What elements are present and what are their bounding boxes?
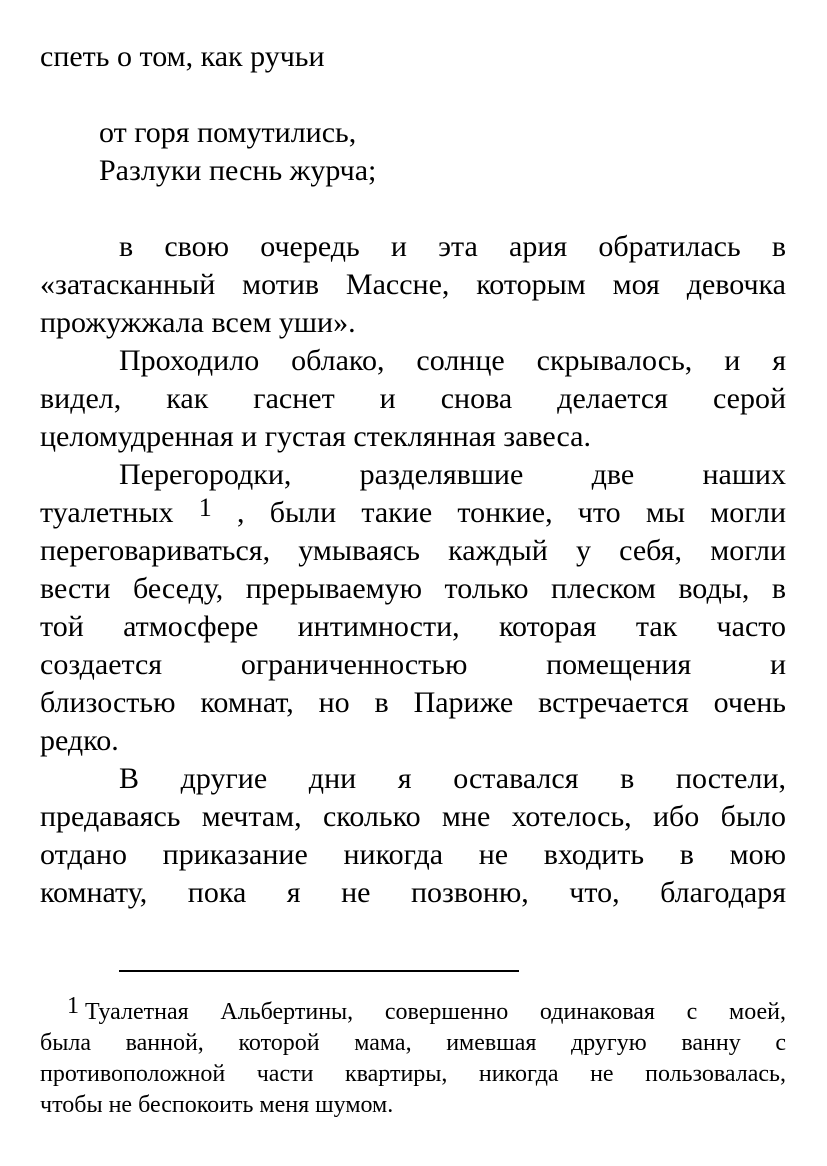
blank-line xyxy=(40,190,786,228)
text-line: создается ограниченностью помещения и xyxy=(40,648,786,681)
text-segment: туалетных xyxy=(40,496,174,529)
text-line: близостью комнат, но в Париже встречается очень xyxy=(40,686,786,719)
text-line: видел, как гаснет и снова делается серой xyxy=(40,382,786,415)
paragraph xyxy=(40,228,786,342)
text-line: переговариваться, умываясь каждый у себя, могли xyxy=(40,534,786,567)
paragraph xyxy=(40,760,786,912)
text-line: Проходило облако, солнце скрывалось, и я xyxy=(119,344,786,377)
footnote-reference[interactable]: 1 xyxy=(198,493,212,522)
text-line: предаваясь мечтам, сколько мне хотелось, ибо было xyxy=(40,800,786,833)
text-line: прожужжала всем уши». xyxy=(40,306,356,339)
text-line: вести беседу, прерываемую только плеском воды, в xyxy=(40,572,786,605)
text-line: Перегородки, разделявшие две наших xyxy=(119,458,786,491)
text-line: той атмосфере интимности, которая так часто xyxy=(40,610,786,643)
footnote-number: 1 xyxy=(67,993,79,1019)
footnote-line xyxy=(40,993,786,1028)
text-line-with-footnote-ref xyxy=(40,494,786,532)
text-line: отдано приказание никогда не входить в мою xyxy=(40,838,786,871)
text-line: целомудренная и густая стеклянная завеса. xyxy=(40,420,591,453)
footnote-line: противоположной части квартиры, никогда не пользовалась, xyxy=(40,1061,786,1087)
text-segment: , были такие тонкие, что мы могли xyxy=(236,496,786,529)
verse-line: Разлуки песнь журча; xyxy=(99,154,377,187)
paragraph xyxy=(40,456,786,760)
text-line: комнату, пока я не позвоню, что, благодаря xyxy=(40,876,786,909)
footnote-separator xyxy=(119,970,519,972)
footnote-line: чтобы не беспокоить меня шумом. xyxy=(40,1092,394,1118)
footnote xyxy=(40,993,786,1121)
page-body xyxy=(40,38,786,912)
footnote-text: Туалетная Альбертины, совершенно одинаковая с моей, xyxy=(85,999,786,1025)
text-line: в свою очередь и эта ария обратилась в xyxy=(119,230,786,263)
text-line: редко. xyxy=(40,724,119,757)
footnote-line: была ванной, которой мама, имевшая другую ванну с xyxy=(40,1030,786,1056)
blank-line xyxy=(40,76,786,114)
verse-line: от горя помутились, xyxy=(99,116,357,149)
paragraph xyxy=(40,342,786,456)
text-line: В другие дни я оставался в постели, xyxy=(119,762,786,795)
text-line: спеть о том, как ручьи xyxy=(40,40,325,73)
text-line: «затасканный мотив Массне, которым моя девочка xyxy=(40,268,786,301)
